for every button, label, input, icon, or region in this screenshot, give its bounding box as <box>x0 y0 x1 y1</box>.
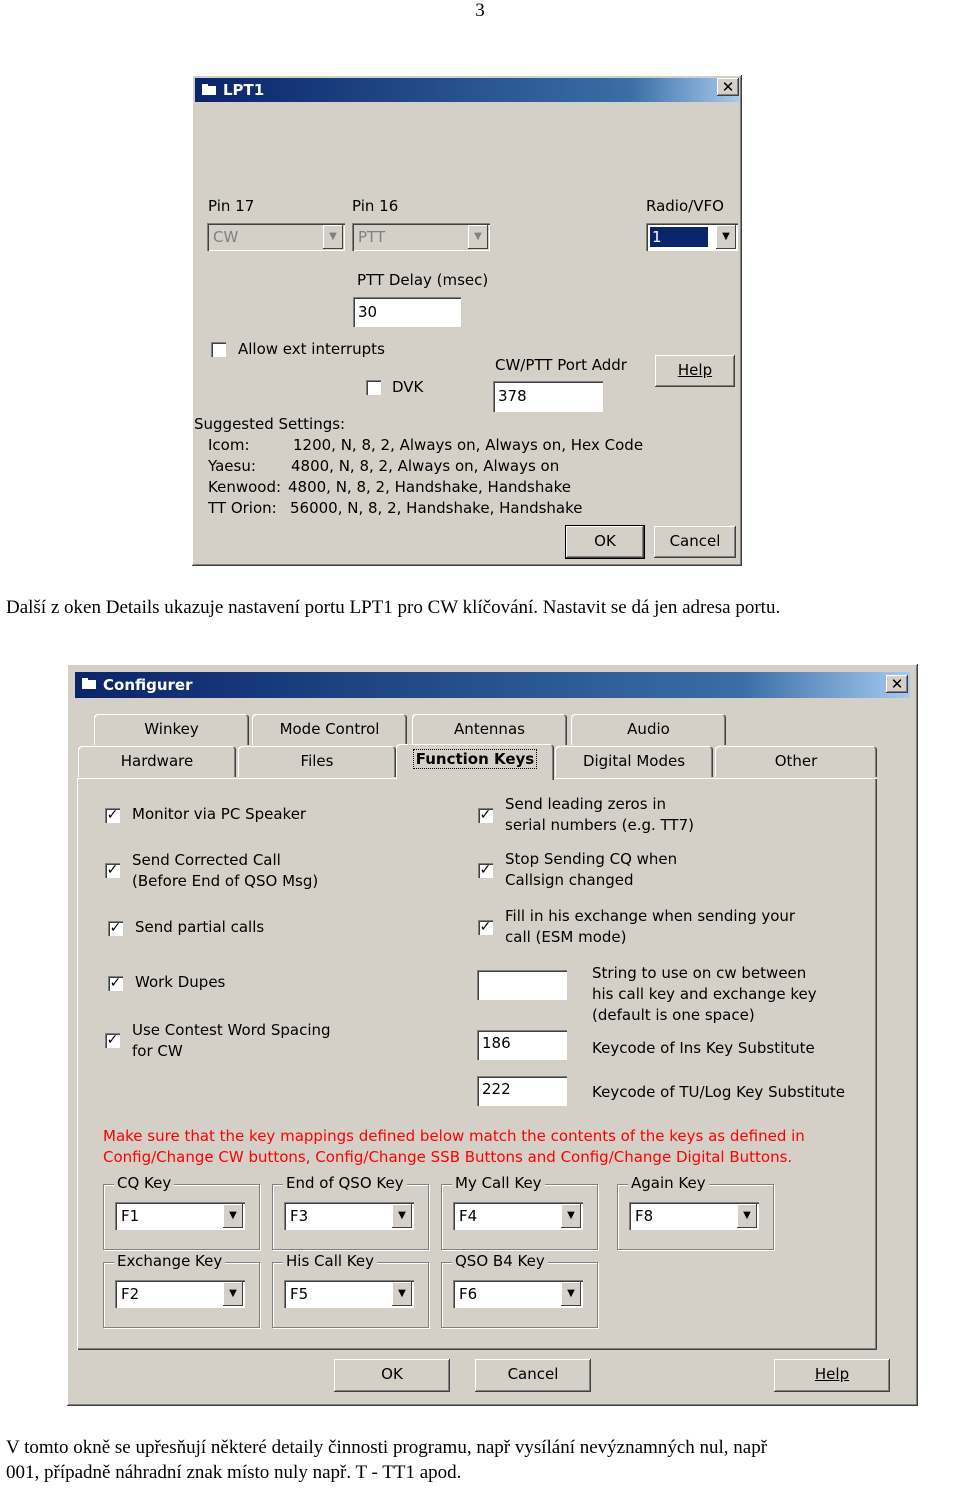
my-call-key-label: My Call Key <box>452 1174 545 1193</box>
ptt-delay-input[interactable]: 30 <box>353 297 461 327</box>
paragraph-2-line-1: V tomto okně se upřesňují některé detaily činnosti programu, např vysílání nevýznamných nul, např <box>6 1437 768 1458</box>
esm-mode-checkbox[interactable]: ✓ <box>479 919 492 935</box>
lpt1-dialog <box>192 75 742 566</box>
radio-vfo-label: Radio/VFO <box>646 197 724 215</box>
lpt1-title-bar[interactable] <box>195 78 739 102</box>
ins-key-substitute-input[interactable]: 186 <box>477 1030 567 1060</box>
port-addr-input[interactable]: 378 <box>493 381 603 412</box>
cq-key-select[interactable] <box>115 1202 245 1230</box>
ok-label: OK <box>594 532 616 550</box>
pin16-value: PTT <box>358 228 386 246</box>
help-label: Help <box>677 361 713 379</box>
configurer-ok-button[interactable] <box>334 1359 450 1392</box>
again-key-group <box>617 1174 774 1250</box>
tab-files[interactable] <box>238 746 396 777</box>
port-addr-label: CW/PTT Port Addr <box>495 356 627 374</box>
send-partial-calls-checkbox[interactable]: ✓ <box>109 920 122 936</box>
page-number: 3 <box>475 0 485 21</box>
tu-log-key-substitute-label: Keycode of TU/Log Key Substitute <box>592 1083 845 1101</box>
tab-audio[interactable] <box>571 714 726 745</box>
qso-b4-key-value: F6 <box>459 1285 478 1303</box>
his-call-key-label: His Call Key <box>283 1252 377 1271</box>
cancel-label: Cancel <box>507 1365 559 1383</box>
close-icon: ✕ <box>890 675 904 693</box>
ptt-delay-label: PTT Delay (msec) <box>357 271 489 289</box>
tab-label: Function Keys <box>415 750 535 768</box>
esm-mode-label: Fill in his exchange when sending your <box>505 907 796 925</box>
tab-label: Antennas <box>454 720 525 738</box>
chevron-down-icon: ▼ <box>223 1204 243 1228</box>
dvk-checkbox[interactable] <box>366 380 381 395</box>
contest-word-spacing-label-2: for CW <box>132 1042 183 1060</box>
pin17-select[interactable] <box>207 223 345 251</box>
qso-b4-key-group <box>441 1252 598 1328</box>
window-icon <box>201 83 217 96</box>
send-leading-zeros-checkbox[interactable]: ✓ <box>479 807 492 823</box>
chevron-down-icon: ▼ <box>323 225 343 249</box>
chevron-down-icon: ▼ <box>223 1282 243 1306</box>
tab-label: Files <box>300 752 334 770</box>
send-corrected-call-label-2: (Before End of QSO Msg) <box>132 872 319 890</box>
my-call-key-value: F4 <box>459 1207 478 1225</box>
pin17-label: Pin 17 <box>208 197 255 215</box>
function-keys-panel <box>77 778 877 1350</box>
cq-key-group <box>103 1174 260 1250</box>
configurer-help-button[interactable] <box>774 1359 890 1392</box>
qso-b4-key-select[interactable] <box>453 1280 583 1308</box>
help-label: Help <box>814 1365 850 1383</box>
work-dupes-label: Work Dupes <box>135 973 226 991</box>
tab-label: Hardware <box>120 752 194 770</box>
window-icon <box>81 677 97 690</box>
monitor-pc-speaker-checkbox[interactable]: ✓ <box>106 807 119 823</box>
paragraph-2-line-2: 001, případně náhradní znak místo nuly např. T - TT1 apod. <box>6 1462 462 1483</box>
tab-label: Winkey <box>144 720 199 738</box>
pin17-value: CW <box>213 228 239 246</box>
configurer-title: Configurer <box>103 676 193 694</box>
stop-sending-cq-label: Stop Sending CQ when <box>505 850 678 868</box>
close-icon: ✕ <box>721 78 735 96</box>
suggested-settings: 4800, N, 8, 2, Always on, Always on <box>291 457 560 475</box>
tab-mode-control[interactable] <box>252 714 407 745</box>
end-of-qso-key-label: End of QSO Key <box>283 1174 407 1193</box>
exchange-key-group <box>103 1252 260 1328</box>
warning-text-1: Make sure that the key mappings defined below match the contents of the keys as defined in <box>103 1127 805 1145</box>
chevron-down-icon: ▼ <box>737 1204 757 1228</box>
configurer-close-button[interactable] <box>886 675 908 693</box>
cq-key-label: CQ Key <box>114 1174 174 1193</box>
radio-vfo-select[interactable] <box>646 223 738 251</box>
my-call-key-group <box>441 1174 598 1250</box>
lpt-ok-button[interactable] <box>566 526 644 558</box>
qso-b4-key-label: QSO B4 Key <box>452 1252 548 1271</box>
send-leading-zeros-label-2: serial numbers (e.g. TT7) <box>505 816 694 834</box>
my-call-key-select[interactable] <box>453 1202 583 1230</box>
pin16-select[interactable] <box>352 223 490 251</box>
configurer-title-bar[interactable] <box>75 672 910 698</box>
again-key-select[interactable] <box>629 1202 759 1230</box>
suggested-settings-title: Suggested Settings: <box>194 415 346 433</box>
configurer-dialog <box>67 664 918 1406</box>
configurer-cancel-button[interactable] <box>475 1359 591 1392</box>
tab-other[interactable] <box>715 746 877 777</box>
end-of-qso-key-select[interactable] <box>284 1202 414 1230</box>
end-of-qso-key-group <box>272 1174 429 1250</box>
suggested-radio: Yaesu: <box>208 457 256 475</box>
warning-text-2: Config/Change CW buttons, Config/Change SSB Buttons and Config/Change Digital Buttons. <box>103 1148 793 1166</box>
tab-label: Audio <box>627 720 670 738</box>
string-label-1: String to use on cw between <box>592 964 807 982</box>
tab-hardware[interactable] <box>78 746 236 777</box>
ok-label: OK <box>381 1365 403 1383</box>
stop-sending-cq-checkbox[interactable]: ✓ <box>479 862 492 878</box>
radio-vfo-value: 1 <box>650 227 708 247</box>
send-leading-zeros-label: Send leading zeros in <box>505 795 666 813</box>
his-call-key-value: F5 <box>290 1285 309 1303</box>
tab-digital-modes[interactable] <box>555 746 713 777</box>
send-corrected-call-checkbox[interactable]: ✓ <box>106 862 119 878</box>
his-call-key-group <box>272 1252 429 1328</box>
chevron-down-icon: ▼ <box>468 225 488 249</box>
string-label-2: his call key and exchange key <box>592 985 817 1003</box>
paragraph-1: Další z oken Details ukazuje nastavení portu LPT1 pro CW klíčování. Nastavit se dá jen adresa portu. <box>6 597 781 618</box>
contest-word-spacing-checkbox[interactable]: ✓ <box>106 1032 119 1048</box>
tab-label: Digital Modes <box>582 752 686 770</box>
his-call-key-select[interactable] <box>284 1280 414 1308</box>
chevron-down-icon: ▼ <box>392 1282 412 1306</box>
cancel-label: Cancel <box>669 532 721 550</box>
lpt1-title: LPT1 <box>223 81 265 99</box>
send-partial-calls-label: Send partial calls <box>135 918 265 936</box>
string-label-3: (default is one space) <box>592 1006 755 1024</box>
call-exchange-string-input[interactable] <box>477 970 567 1000</box>
lpt-cancel-button[interactable] <box>654 526 736 558</box>
suggested-radio: Icom: <box>208 436 250 454</box>
chevron-down-icon: ▼ <box>561 1204 581 1228</box>
chevron-down-icon: ▼ <box>561 1282 581 1306</box>
dvk-label: DVK <box>392 378 424 396</box>
again-key-label: Again Key <box>628 1174 709 1193</box>
tab-winkey[interactable] <box>94 714 249 745</box>
monitor-pc-speaker-label: Monitor via PC Speaker <box>132 805 307 823</box>
tab-label: Mode Control <box>279 720 380 738</box>
tab-label: Other <box>774 752 818 770</box>
send-corrected-call-label: Send Corrected Call <box>132 851 281 869</box>
cq-key-value: F1 <box>121 1207 140 1225</box>
pin16-label: Pin 16 <box>352 197 399 215</box>
suggested-settings: 4800, N, 8, 2, Handshake, Handshake <box>288 478 571 496</box>
stop-sending-cq-label-2: Callsign changed <box>505 871 634 889</box>
suggested-radio: Kenwood: <box>208 478 282 496</box>
exchange-key-value: F2 <box>121 1285 140 1303</box>
end-of-qso-key-value: F3 <box>290 1207 309 1225</box>
allow-ext-interrupts-checkbox[interactable] <box>211 342 226 357</box>
chevron-down-icon: ▼ <box>716 225 736 249</box>
exchange-key-label: Exchange Key <box>114 1252 225 1271</box>
tu-log-key-substitute-input[interactable]: 222 <box>477 1076 567 1106</box>
contest-word-spacing-label: Use Contest Word Spacing <box>132 1021 331 1039</box>
ins-key-substitute-label: Keycode of Ins Key Substitute <box>592 1039 815 1057</box>
suggested-radio: TT Orion: <box>208 499 277 517</box>
suggested-settings: 56000, N, 8, 2, Handshake, Handshake <box>290 499 583 517</box>
tab-antennas[interactable] <box>412 714 567 745</box>
esm-mode-label-2: call (ESM mode) <box>505 928 627 946</box>
lpt1-close-button[interactable] <box>717 78 739 96</box>
tab-function-keys[interactable] <box>396 744 554 780</box>
again-key-value: F8 <box>635 1207 654 1225</box>
work-dupes-checkbox[interactable]: ✓ <box>109 975 122 991</box>
suggested-settings: 1200, N, 8, 2, Always on, Always on, Hex Code <box>293 436 644 454</box>
exchange-key-select[interactable] <box>115 1280 245 1308</box>
allow-ext-interrupts-label: Allow ext interrupts <box>238 340 385 358</box>
lpt-help-button[interactable] <box>655 355 735 387</box>
chevron-down-icon: ▼ <box>392 1204 412 1228</box>
